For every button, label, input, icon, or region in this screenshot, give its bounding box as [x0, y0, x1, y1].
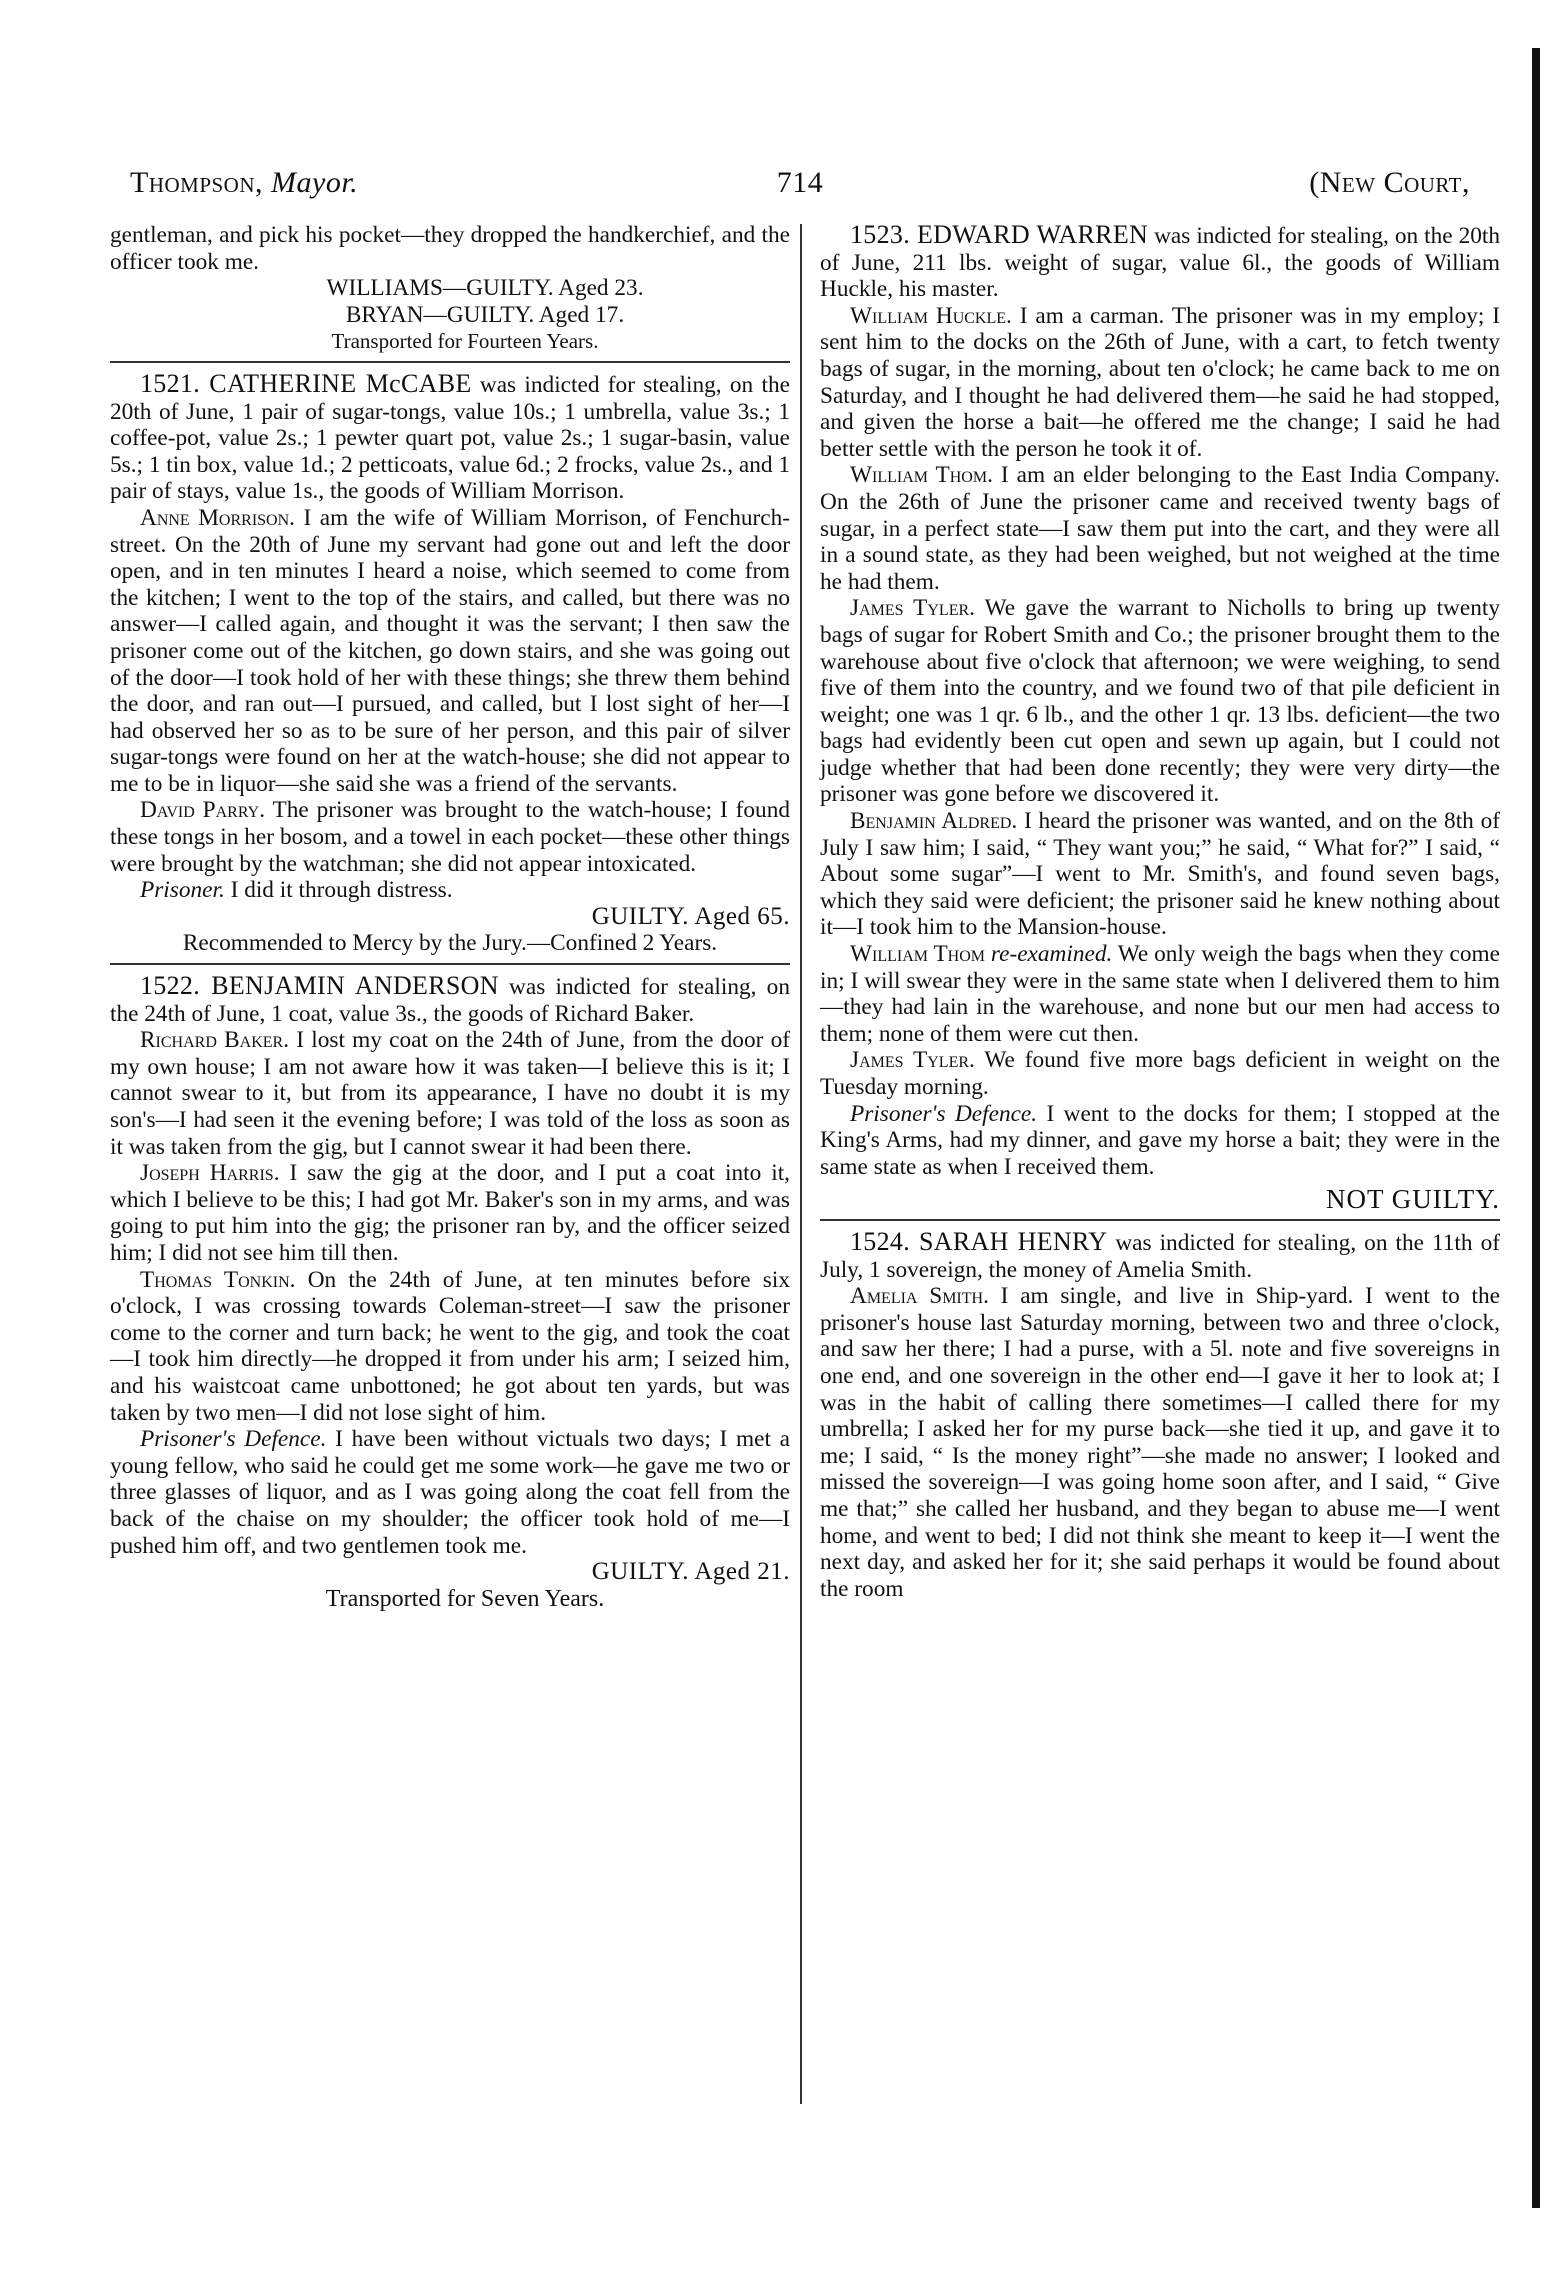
- testimony-text: I am single, and live in Ship-yard. I went to the prisoner's house last Saturday morning, between two and three o'clock, and saw her there; I had a purse, with a 5l. note and five sovereigns in one end, and one sovereign in the other end—I gave it her to look at; I was in the habit of calling there sometimes—I called there for my umbrella; I asked her for my purse back—she tied it up, and gave it to me; I said, “ Is the money right”—she made no answer; I looked and missed the sovereign—I was going home soon after, and I said, “ Give me that;” she called her husband, and they began to abuse me—I went home, and went to bed; I did not think she meant to keep it—I went the next day, and asked her for it; she said perhaps it would be found about the room: [820, 1283, 1500, 1602]
- case-1523-heading: 1523. EDWARD WARREN: [850, 220, 1149, 249]
- left-column: [110, 222, 790, 1612]
- witness-name: Richard Baker.: [140, 1027, 290, 1054]
- testimony-text: I heard the prisoner was wanted, and on the 8th of July I saw him; I said, “ They want you;” he said, “ What for?” I said, “ About some sugar”—I went to Mr. Smith's, and found seven bags, which they said were deficient; the prisoner said he knew nothing about it—I took him to the Mansion-house.: [820, 808, 1500, 941]
- witness-name: Amelia Smith.: [850, 1283, 989, 1310]
- testimony-richard-baker: [110, 1027, 790, 1160]
- prisoner-defence: [110, 1426, 790, 1559]
- verdict-text: GUILTY. Aged 65.: [591, 902, 790, 930]
- sentence-1521: Recommended to Mercy by the Jury.—Confined 2 Years.: [182, 930, 718, 957]
- witness-name: James Tyler.: [850, 595, 975, 622]
- case-divider: [110, 361, 790, 363]
- sentence-1522: Transported for Seven Years.: [325, 1585, 605, 1612]
- case-1523: [820, 222, 1500, 303]
- mayor-name: Thompson,: [130, 166, 264, 199]
- witness-name: William Thom.: [850, 462, 993, 489]
- testimony-amelia-smith: [820, 1283, 1500, 1602]
- case-1524: [820, 1226, 1500, 1283]
- testimony-thomas-tonkin: [110, 1267, 790, 1427]
- witness-name: Thomas Tonkin.: [140, 1266, 296, 1293]
- verdict-text: GUILTY. Aged 21.: [591, 1558, 790, 1586]
- case-1522-heading: 1522. BENJAMIN ANDERSON: [140, 971, 499, 1001]
- testimony-william-thom: [820, 462, 1500, 595]
- testimony-text: We found five more bags deficient in weight on the Tuesday morning.: [820, 1047, 1500, 1100]
- testimony-david-parry: [110, 797, 790, 877]
- case-1521-heading: 1521. CATHERINE McCABE: [140, 368, 472, 398]
- testimony-joseph-harris: [110, 1160, 790, 1266]
- statement-text: I did it through distress.: [224, 877, 453, 904]
- sentence-1520: Transported for Fourteen Years.: [331, 329, 599, 354]
- case-1521-indictment: was indicted for stealing, on the 20th of June, 1 pair of sugar-tongs, value 10s.; 1 umbrella, value 3s.; 1 coffee-pot, value 2s.; 1 pewter quart pot, value 2s.; 1 sugar-basin, value 5s.; 1 tin box, value 1d.; 2 petticoats, value 6d.; 2 frocks, value 2s., and 1 pair of stays, value 1s., the goods of William Morrison.: [110, 371, 791, 505]
- testimony-text: I saw the gig at the door, and I put a coat into it, which I believe to be this; I had got Mr. Baker's son in my arms, and was going to put him into the gig; the prisoner ran by, and the officer seized him; I did not see him till then.: [110, 1160, 790, 1266]
- running-header: [130, 166, 1470, 210]
- witness-name: David Parry.: [140, 797, 266, 824]
- witness-name: Anne Morrison.: [140, 504, 295, 531]
- defence-label: Prisoner's Defence.: [140, 1426, 327, 1453]
- testimony-text: The prisoner was brought to the watch-house; I found these tongs in her bosom, and a towel in each pocket—these other things were brought by the watchman; she did not appear intoxicated.: [110, 797, 790, 877]
- continued-text: gentleman, and pick his pocket—they dropped the handkerchief, and the officer took me.: [110, 222, 790, 275]
- testimony-text: I am a carman. The prisoner was in my employ; I sent him to the docks on the 26th of June, with a cart, to fetch twenty bags of sugar, in the morning, about ten o'clock; he came back to me on Saturday, and I thought he had delivered them—he said he had stopped, and given the horse a bait—he offered me the change; I said he had better settle with the person he took it of.: [820, 302, 1501, 462]
- defence-text: I have been without victuals two days; I met a young fellow, who said he could get me some work—he gave me two or three glasses of liquor, and as I was going along the coat fell from the back of the chaise on my shoulder; the officer took hold of me—I pushed him off, and two gentlemen took me.: [110, 1426, 791, 1559]
- verdict-1522: [110, 1559, 790, 1586]
- testimony-william-thom-reexamined: [820, 941, 1500, 1047]
- witness-name: James Tyler.: [850, 1047, 975, 1074]
- case-1522: [110, 973, 790, 1027]
- testimony-james-tyler-2: [820, 1047, 1500, 1100]
- prisoner-statement: [110, 877, 790, 904]
- witness-name: William Huckle.: [850, 302, 1012, 329]
- witness-name: Joseph Harris.: [140, 1160, 280, 1187]
- mayor-title: Mayor.: [271, 166, 359, 199]
- defence-label: Prisoner's Defence.: [850, 1100, 1038, 1127]
- column-divider: [800, 224, 802, 2104]
- case-divider: [110, 963, 790, 965]
- witness-name: Benjamin Aldred.: [850, 808, 1018, 835]
- reexamined-label: re-examined.: [990, 941, 1113, 968]
- page-edge-shadow: [1532, 48, 1540, 2208]
- page-number: 714: [776, 166, 824, 199]
- testimony-text: I lost my coat on the 24th of June, from the door of my own house; I am not aware how it was taken—I believe this is it; I cannot swear to it, but from its appearance, I have no doubt it is my son's—I had seen it the evening before; I was told of the loss as soon as it was taken from the gig, but I cannot swear it had been there.: [110, 1027, 790, 1160]
- testimony-william-huckle: [820, 303, 1500, 463]
- case-1522-indictment: was indicted for stealing, on the 24th of June, 1 coat, value 3s., the goods of Richard Baker.: [110, 974, 790, 1027]
- testimony-text: I am the wife of William Morrison, of Fenchurch-street. On the 20th of June my servant had gone out and left the door open, and in ten minutes I heard a noise, which seemed to come from the kitchen; I went to the top of the stairs, and called, but there was no answer—I called again, and thought it was the servant; I then saw the prisoner come out of the kitchen, go down stairs, and she was going out of the door—I took hold of her with these things; she threw them behind the door, and ran out—I pursued, and called, but I lost sight of her—I had observed her so as to be sure of her person, and this pair of silver sugar-tongs were found on her at the watch-house; she did not appear to me to be in liquor—she said she was a friend of the servants.: [110, 504, 790, 797]
- case-1521: [110, 368, 791, 505]
- verdict-bryan: BRYAN—GUILTY. Aged 17.: [345, 301, 625, 328]
- testimony-text: On the 24th of June, at ten minutes before six o'clock, I was crossing towards Coleman-street—I saw the prisoner come to the corner and turn back; he went to the gig, and took the coat—I took him directly—he dropped it from under his arm; I seized him, and his waistcoat came unbottoned; he got about ten yards, but was taken by two men—I did not lose sight of him.: [110, 1266, 790, 1426]
- testimony-benjamin-aldred: [820, 808, 1500, 941]
- defence-text: I went to the docks for them; I stopped at the King's Arms, had my dinner, and gave my horse a bait; they were in the same state as when I received them.: [820, 1100, 1500, 1180]
- case-divider: [820, 1219, 1500, 1221]
- testimony-james-tyler: [820, 595, 1500, 808]
- witness-name: William Thom: [850, 941, 986, 968]
- prisoner-label: Prisoner.: [140, 877, 225, 904]
- prisoner-defence: [820, 1101, 1500, 1181]
- verdict-1523: NOT GUILTY.: [1325, 1184, 1500, 1215]
- verdict-1521: [110, 904, 790, 931]
- right-column: [820, 222, 1500, 1602]
- case-1524-indictment: was indicted for stealing, on the 11th of July, 1 sovereign, the money of Amelia Smith.: [820, 1229, 1500, 1283]
- verdict-williams: WILLIAMS—GUILTY. Aged 23.: [326, 275, 644, 302]
- testimony-text: I am an elder belonging to the East India Company. On the 26th of June the prisoner came and received twenty bags of sugar, in a perfect state—I saw them put into the cart, and they were all in a sound state, as they had been weighed, but not weighed at the time he had them.: [820, 462, 1500, 595]
- testimony-anne-morrison: [110, 505, 790, 798]
- court-name: (New Court,: [1309, 166, 1470, 199]
- testimony-text: We gave the warrant to Nicholls to bring up twenty bags of sugar for Robert Smith and Co.; the prisoner brought them to the warehouse about five o'clock that afternoon; we were weighing, to send five of them into the country, and we found two of that pile deficient in weight; one was 1 qr. 6 lb., and the other 1 qr. 13 lbs. deficient—the two bags had evidently been cut open and sewn up again, but I could not judge whether that had been done recently; they were very dirty—the prisoner was gone before we discovered it.: [820, 595, 1500, 808]
- testimony-text: We only weigh the bags when they come in; I will swear they were in the same state when I delivered them to him—they had lain in the warehouse, and none but our men had access to them; none of them were cut then.: [820, 941, 1500, 1047]
- case-1523-indictment: was indicted for stealing, on the 20th of June, 211 lbs. weight of sugar, value 6l., the goods of William Huckle, his master.: [820, 223, 1501, 303]
- case-1524-heading: 1524. SARAH HENRY: [850, 1226, 1108, 1256]
